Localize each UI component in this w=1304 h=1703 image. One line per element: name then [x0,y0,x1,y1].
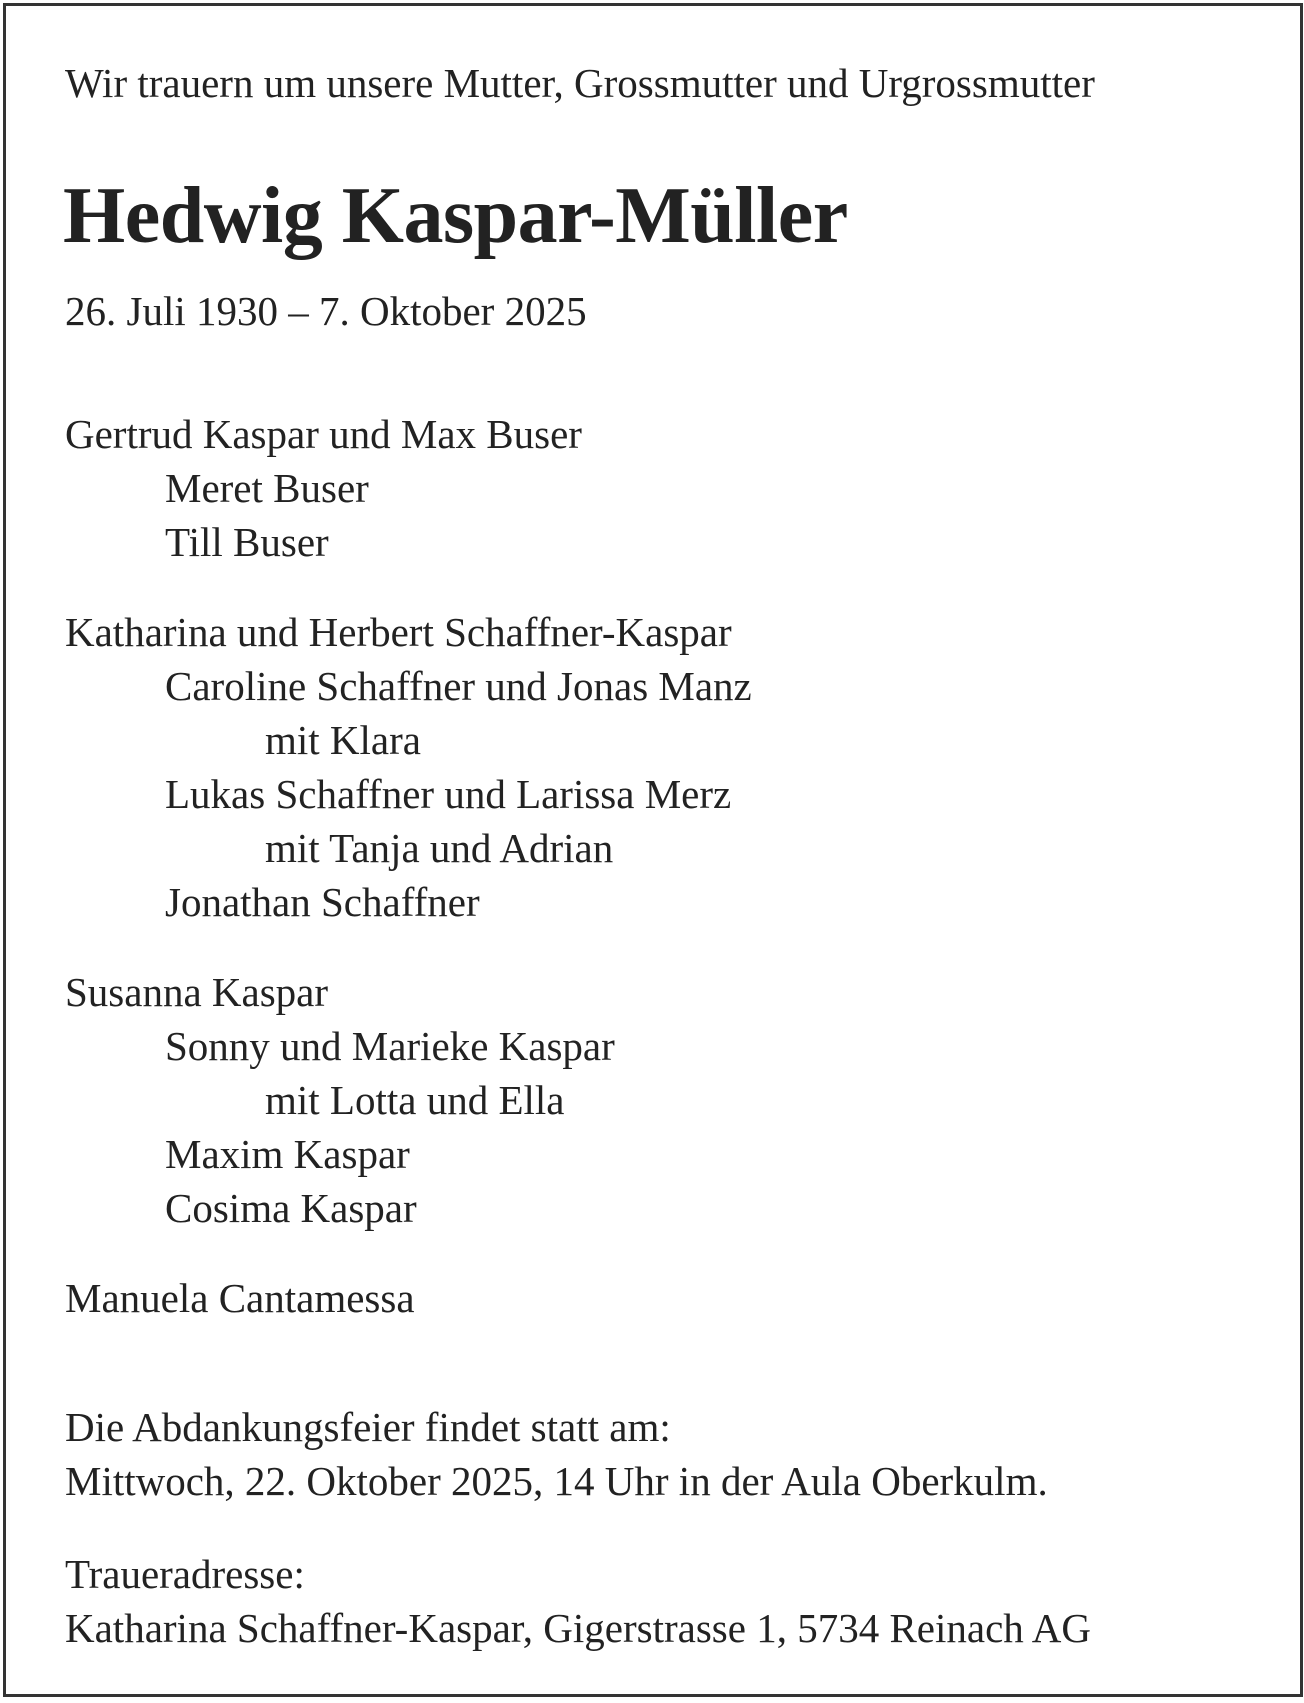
address-label: Traueradresse: [65,1551,305,1597]
family-member-line: Caroline Schaffner und Jonas Manz [165,663,752,709]
family-group [65,1271,752,1325]
mourning-address [65,1547,1091,1655]
ceremony-details: Mittwoch, 22. Oktober 2025, 14 Uhr in der Aula Oberkulm. [65,1458,1048,1504]
family-member-line: Katharina und Herbert Schaffner-Kaspar [65,609,732,655]
family-group [65,965,752,1235]
family-member-line: Jonathan Schaffner [165,879,480,925]
family-member-line: Maxim Kaspar [165,1131,410,1177]
family-member-line: mit Klara [265,717,421,763]
address-value: Katharina Schaffner-Kaspar, Gigerstrasse 1, 5734 Reinach AG [65,1605,1092,1651]
family-group [65,605,752,929]
family-member-line: Meret Buser [165,465,369,511]
family-list [65,407,752,1361]
life-dates: 26. Juli 1930 – 7. Oktober 2025 [65,288,587,334]
family-member-line: Gertrud Kaspar und Max Buser [65,411,582,457]
family-member-line: Lukas Schaffner und Larissa Merz [165,771,732,817]
deceased-name: Hedwig Kaspar-Müller [63,172,848,260]
family-group [65,407,752,569]
family-member-line: Cosima Kaspar [165,1185,417,1231]
family-member-line: Sonny und Marieke Kaspar [165,1023,615,1069]
family-member-line: Manuela Cantamessa [65,1275,415,1321]
family-member-line: Susanna Kaspar [65,969,329,1015]
family-member-line: Till Buser [165,519,329,565]
family-member-line: mit Tanja und Adrian [265,825,614,871]
ceremony-info [65,1400,1048,1508]
ceremony-intro: Die Abdankungsfeier findet statt am: [65,1404,671,1450]
intro-text: Wir trauern um unsere Mutter, Grossmutter und Urgrossmutter [65,60,1095,106]
family-member-line: mit Lotta und Ella [265,1077,565,1123]
